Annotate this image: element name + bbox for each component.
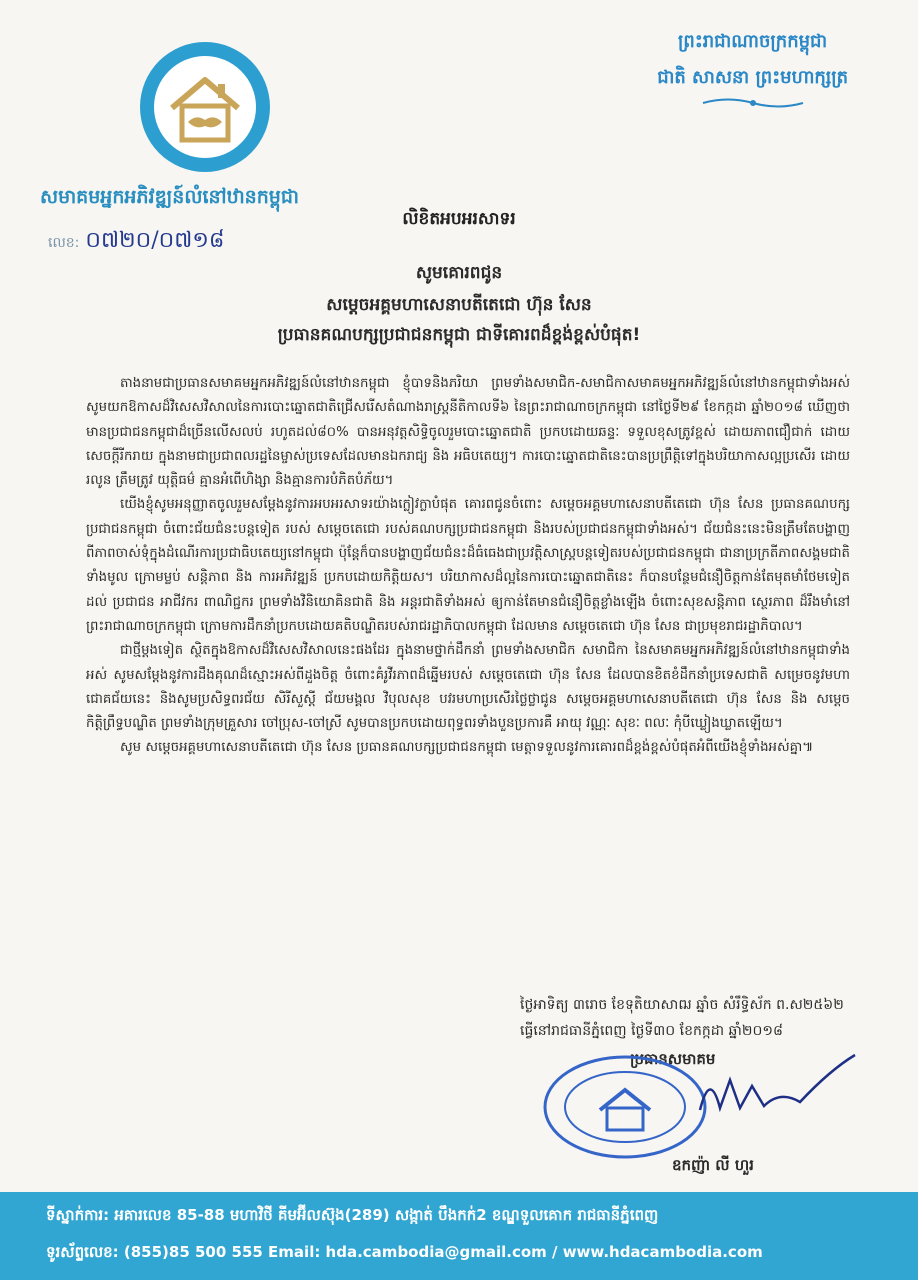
recipient-line-1: សម្តេចអគ្គមហាសេនាបតីតេជោ ហ៊ុន សែន bbox=[326, 295, 592, 315]
ornament-icon bbox=[693, 96, 813, 110]
signer-name: ឧកញ៉ា លី ហួរ bbox=[672, 1156, 754, 1174]
salutation: សូមគោរពជូន bbox=[415, 263, 503, 283]
recipient-line-2: ប្រធានគណបក្សប្រជាជនកម្ពុជា ជាទីគោរពដ៏ខ្ពង់ខ្ពស់បំផុត! bbox=[277, 325, 641, 345]
paragraph: តាងនាមជាប្រធានសមាគមអ្នកអភិវឌ្ឍន៍លំនៅឋានកម្ពុជា ខ្ញុំបាទនិងភរិយា ព្រមទាំងសមាជិក-សមាជិកាសមាគមអ្នកអភិវឌ្ឍន៍លំនៅឋានកម្ពុជាទាំងអស់ សូមយកឱកាសដ៏វិសេសវិសាលនៃការបោះឆ្នោតជាតិជ្រើសរើសតំណាងរាស្ត្រនីតិកាលទី៦ នៃព្រះរាជាណាចក្រកម្ពុជា នៅថ្ងៃទី២៩ ខែកក្កដា ឆ្នាំ២០១៨ ឃើញថាមានប្រជាជនកម្ពុជាដ៏ច្រើនលើសលប់ រហូតដល់៨០% បានអនុវត្តសិទ្ធិចូលរួមបោះឆ្នោតជាតិ ប្រកបដោយឆន្ទៈ ទទួលខុសត្រូវខ្ពស់ ដោយភាពជឿជាក់ ដោយសេចក្តីរីករាយ ក្នុងនាមជាប្រជាពលរដ្ឋនៃម្ចាស់ប្រទេសដែលមានឯករាជ្យ និង អធិបតេយ្យ។ ការបោះឆ្នោតជាតិនេះបានប្រព្រឹត្តិទៅក្នុងបរិយាកាសល្អប្រសើរ ដោយរលូន ត្រឹមត្រូវ យុត្តិធម៌ គ្មានអំពើហិង្សា និងគ្មានការបំភិតបំភ័យ។ bbox=[86, 376, 850, 489]
paragraph: យើងខ្ញុំសូមអនុញ្ញាតចូលរួមសម្តែងនូវការអបអរសាទរយ៉ាងក្លៀវក្លាបំផុត គោរពជូនចំពោះ សម្តេចអគ្គមហាសេនាបតីតេជោ ហ៊ុន សែន ប្រធានគណបក្សប្រជាជនកម្ពុជា ចំពោះជ័យជំនះបន្តទៀត របស់ សម្តេចតេជោ របស់គណបក្សប្រជាជនកម្ពុជា និងរបស់ប្រជាជនកម្ពុជាទាំងអស់។ ជ័យជំនះនេះមិនត្រឹមតែបង្ហាញពីភាពចាស់ទុំក្នុងដំណើរការប្រជាធិបតេយ្យនៅកម្ពុជា ប៉ុន្តែក៏បានបង្ហាញជ័យជំនះដ៏ធំធេងជាប្រវត្តិសាស្ត្របន្តទៀតរបស់ប្រជាជនកម្ពុជា ជានាប្រក្រតីភាពសង្គមជាតិទាំងមូល ក្រោមម្លប់ សន្តិភាព និង ការអភិវឌ្ឍន៍ ប្រកបដោយកិត្តិយស។ បរិយាកាសដ៏ល្អនៃការបោះឆ្នោតជាតិនេះ ក៏បានបន្ថែមជំនឿចិត្តកាន់តែមុតមាំថែមទៀតដល់ ប្រជាជន អាជីវករ ពាណិជ្ជករ ព្រមទាំងវិនិយោគិនជាតិ និង អន្តរជាតិទាំងអស់ ឲ្យកាន់តែមានជំនឿចិត្តខ្លាំងឡើង ចំពោះសុខសន្តិភាព ស្ថេរភាព ដ៏រឹងមាំនៅព្រះរាជាណាចក្រកម្ពុជា ក្រោមការដឹកនាំប្រកបដោយគតិបណ្ឌិតរបស់រាជរដ្ឋាភិបាលកម្ពុជា ដែលមាន សម្តេចតេជោ ហ៊ុន សែន ជាប្រមុខរាជរដ្ឋាភិបាល។ bbox=[86, 497, 850, 634]
official-stamp-icon bbox=[540, 1052, 710, 1162]
house-handshake-icon bbox=[154, 56, 256, 158]
signature-icon bbox=[690, 1050, 860, 1130]
paragraph: សូម សម្តេចអគ្គមហាសេនាបតីតេជោ ហ៊ុន សែន ប្រធានគណបក្សប្រជាជនកម្ពុជា មេត្តាទទួលនូវការគោរពដ៏ខ្ពង់ខ្ពស់បំផុតអំពីយើងខ្ញុំទាំងអស់គ្នា៕ bbox=[120, 740, 814, 756]
letter-body bbox=[86, 372, 850, 761]
footer-contact: ទូរស័ព្ទលេខ: (855)85 500 555 Email: hda.cambodia@gmail.com / www.hdacambodia.com bbox=[46, 1243, 763, 1261]
solar-date: ធ្វើនៅរាជធានីភ្នំពេញ ថ្ងៃទី៣០ ខែកក្កដា ឆ្នាំ២០១៨ bbox=[520, 1023, 783, 1039]
footer-address: ទីស្នាក់ការ: អគារលេខ 85-88 មហាវិថី គីមអ៊ីលស៊ុង(289) សង្កាត់ បឹងកក់2 ខណ្ឌទួលគោក រាជធានីភ្នំពេញ bbox=[46, 1206, 659, 1224]
association-name: សមាគមអ្នកអភិវឌ្ឍន៍លំនៅឋានកម្ពុជា bbox=[40, 186, 299, 208]
ref-number: ០៧២០/០៧១៨ bbox=[85, 228, 225, 253]
footer-bar bbox=[0, 1192, 918, 1280]
national-motto: ជាតិ សាសនា ព្រះមហាក្សត្រ bbox=[657, 67, 848, 88]
kingdom-name: ព្រះរាជាណាចក្រកម្ពុជា bbox=[678, 31, 828, 52]
kingdom-header bbox=[657, 24, 848, 110]
signer-title: ប្រធានសមាគម bbox=[630, 1050, 716, 1068]
paragraph: ជាថ្មីម្តងទៀត ស្ថិតក្នុងឱកាសដ៏វិសេសវិសាលនេះផងដែរ ក្នុងនាមថ្នាក់ដឹកនាំ ព្រមទាំងសមាជិក សមាជិកា នៃសមាគមអ្នកអភិវឌ្ឍន៍លំនៅឋានកម្ពុជាទាំងអស់ សូមសម្តែងនូវការដឹងគុណដ៏ស្មោះអស់ពីដួងចិត្ត ចំពោះគំរូវីរភាពដ៏ឆ្នើមរបស់ សម្តេចតេជោ ហ៊ុន សែន ដែលបានខិតខំដឹកនាំប្រទេសជាតិ សម្រេចនូវមហាជោគជ័យនេះ និងសូមប្រសិទ្ធពរជ័យ សិរីសួស្តី ជ័យមង្គល វិបុលសុខ បវរមហាប្រសើរថ្លៃថ្លាជូន សម្តេចអគ្គមហាសេនាបតីតេជោ ហ៊ុន សែន និង សម្តេចកិត្តិព្រឹទ្ធបណ្ឌិត ព្រមទាំងក្រុមគ្រួសារ ចៅប្រុស-ចៅស្រី សូមបានប្រកបដោយពុទ្ធពរទាំងបួនប្រការគឺ អាយុ វណ្ណៈ សុខៈ ពលៈ កុំបីឃ្លៀងឃ្លាតឡើយ។ bbox=[86, 643, 850, 732]
ref-label: លេខ: bbox=[48, 235, 80, 251]
association-logo bbox=[140, 42, 270, 172]
lunar-date: ថ្ងៃអាទិត្យ ៣រោច ខែទុតិយាសាឍ ឆ្នាំច សំរឹទ្ធិស័ក ព.ស២៥៦២ bbox=[520, 997, 844, 1013]
letter-title: លិខិតអបអរសាទរ bbox=[402, 209, 516, 229]
letter-dates bbox=[520, 992, 844, 1044]
